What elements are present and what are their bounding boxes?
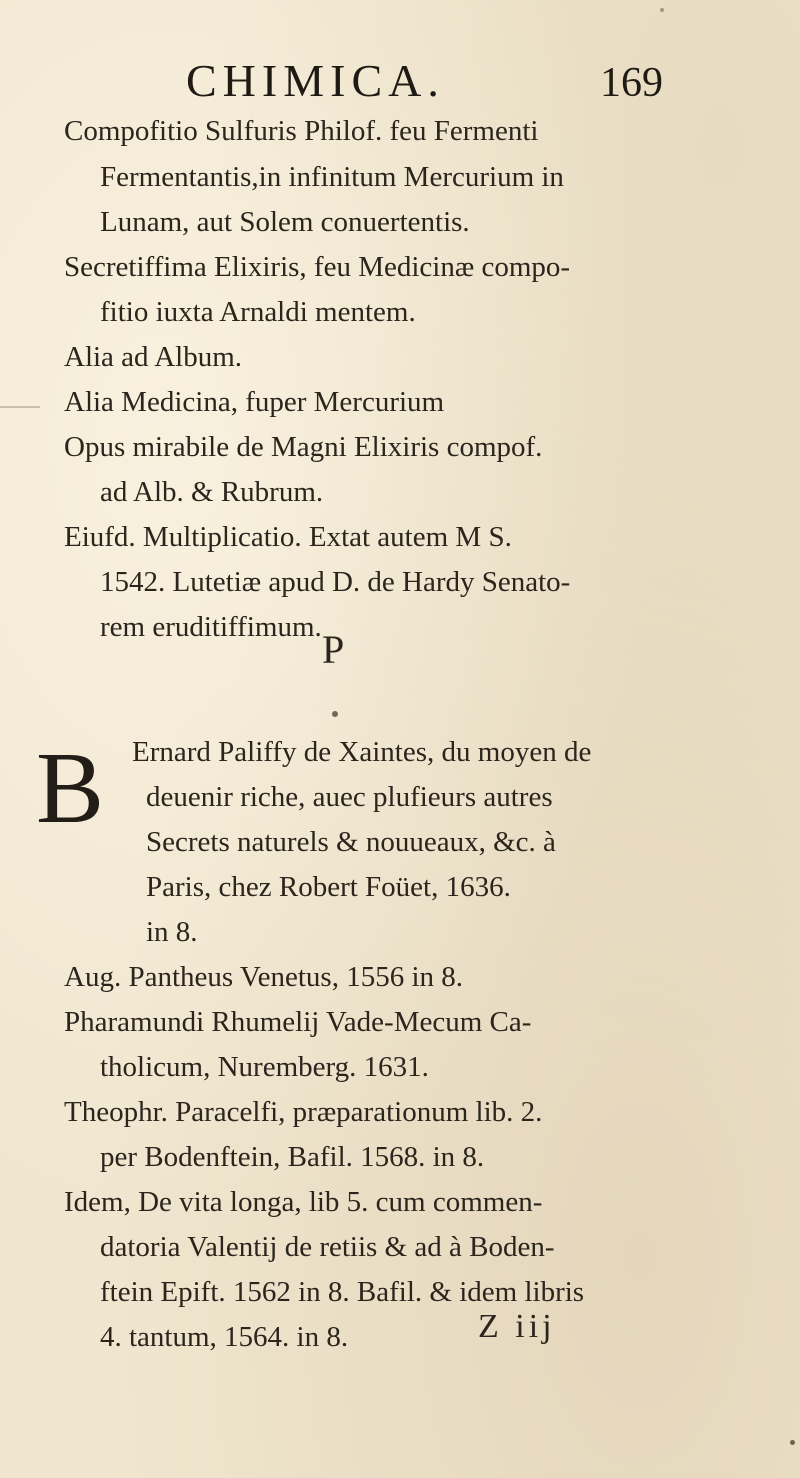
entry-line: Secretiffima Elixiris, feu Medicinæ compo- [64,251,571,283]
entry-line: Alia ad Album. [64,341,243,373]
entry-line: Opus mirabile de Magni Elixiris compof. [64,431,543,463]
entry-line: Theophr. Paracelfi, præparationum lib. 2. [64,1096,543,1128]
entry-line: Compofitio Sulfuris Philof. feu Fermenti [64,115,539,147]
entry-line: 4. tantum, 1564. in 8. [100,1321,349,1353]
page-number: 169 [600,60,663,106]
entry-line: rem eruditiffimum. [100,611,322,643]
signature-mark: Z iij [478,1308,556,1345]
entry-line: in 8. [146,916,198,948]
entry-line: 1542. Lutetiæ apud D. de Hardy Senato- [100,566,571,598]
entry-line: Aug. Pantheus Venetus, 1556 in 8. [64,961,464,993]
entry-line: Alia Medicina, fuper Mercurium [64,386,445,418]
entry-line: tholicum, Nuremberg. 1631. [100,1051,429,1083]
entry-line: Fermentantis,in infinitum Mercurium in [100,161,564,193]
drop-capital: B [36,732,105,845]
ink-speck [660,8,664,12]
entry-line: ftein Epift. 1562 in 8. Bafil. & idem libris [100,1276,585,1308]
entry-line: Pharamundi Rhumelij Vade-Mecum Ca- [64,1006,532,1038]
entry-line: deuenir riche, auec plufieurs autres [146,781,553,813]
entry-line: Paris, chez Robert Foüet, 1636. [146,871,511,903]
entry-line: ad Alb. & Rubrum. [100,476,324,508]
running-title: CHIMICA. [186,55,445,106]
entry-line: Secrets naturels & nouueaux, &c. à [146,826,556,858]
entry-line: Idem, De vita longa, lib 5. cum commen- [64,1186,543,1218]
section-letter: P [322,627,345,672]
entry-line: fitio iuxta Arnaldi mentem. [100,296,416,328]
margin-mark [0,406,40,408]
entry-line: Ernard Paliffy de Xaintes, du moyen de [132,736,592,768]
entry-line: Lunam, aut Solem conuertentis. [100,206,470,238]
ink-speck [332,711,338,717]
entry-line: datoria Valentij de retiis & ad à Boden- [100,1231,555,1263]
entry-line: per Bodenftein, Bafil. 1568. in 8. [100,1141,485,1173]
entry-line: Eiufd. Multiplicatio. Extat autem M S. [64,521,512,553]
ink-speck [790,1440,795,1445]
